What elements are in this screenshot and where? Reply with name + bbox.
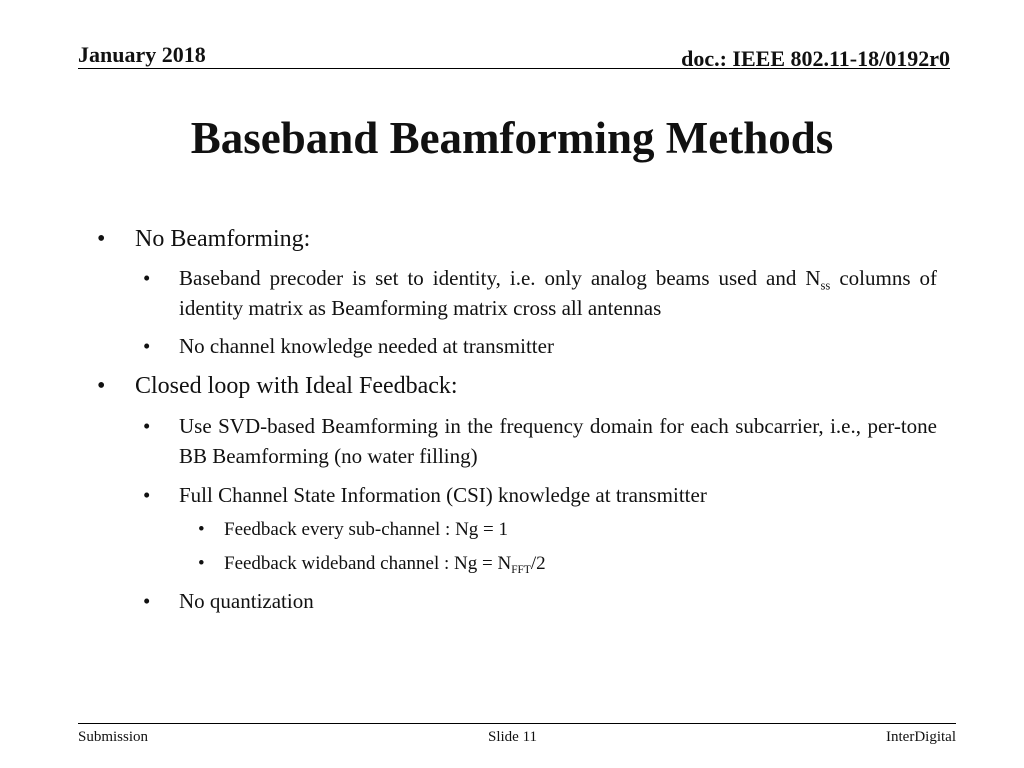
- bullet-marker: •: [143, 266, 151, 290]
- sub-bullet-item: [143, 263, 937, 323]
- sub-bullet-text: Use SVD-based Beamforming in the frequency domain for each subcarrier, i.e., per-tone BB Beamforming (no water filling): [179, 414, 937, 468]
- sub-sub-bullet-text: Feedback every sub-channel : Ng = 1: [224, 519, 509, 540]
- subscript-ss: ss: [820, 278, 831, 293]
- bullet-marker: •: [143, 589, 151, 613]
- sub-bullet-text: No quantization: [179, 589, 314, 613]
- bullet-marker: •: [97, 373, 106, 399]
- header-doc-id: doc.: IEEE 802.11-18/0192r0: [681, 46, 950, 71]
- header-divider: [78, 68, 950, 69]
- bullet-item: [97, 224, 937, 254]
- subscript-fft: FFT: [511, 563, 531, 576]
- header-date: January 2018: [78, 42, 206, 67]
- sub-sub-bullet-item: [198, 551, 898, 577]
- sub-bullet-text: Baseband precoder is set to identity, i.e. only analog beams used and $N_{ss}$ columns of identity matrix as Beamforming matrix cross all antennas: [179, 266, 938, 320]
- bullet-marker: •: [97, 226, 106, 252]
- footer-submission: Submission: [78, 729, 149, 745]
- footer-slide-number: Slide 11: [488, 729, 538, 745]
- sub-bullet-item: [143, 331, 937, 361]
- footer-divider: [78, 723, 956, 724]
- sub-bullet-text: Full Channel State Information (CSI) knowledge at transmitter: [179, 483, 707, 507]
- bullet-marker: •: [198, 553, 205, 574]
- sub-sub-bullet-item: [198, 517, 898, 543]
- bullet-marker: •: [143, 483, 151, 507]
- footer-company: InterDigital: [886, 729, 956, 745]
- sub-bullet-item: [143, 411, 937, 471]
- bullet-item: [97, 371, 937, 401]
- sub-sub-bullet-text: Feedback wideband channel : $Ng = N_{FFT}/2$: [224, 553, 546, 576]
- slide-title: Baseband Beamforming Methods: [190, 113, 834, 163]
- bullet-marker: •: [143, 414, 151, 438]
- sub-bullet-text: No channel knowledge needed at transmitter: [179, 334, 554, 358]
- sub-bullet-item: [143, 480, 937, 510]
- bullet-text: Closed loop with Ideal Feedback:: [135, 373, 458, 399]
- sub-bullet-item: [143, 586, 937, 616]
- bullet-text: No Beamforming:: [135, 226, 311, 252]
- bullet-marker: •: [198, 519, 205, 540]
- bullet-marker: •: [143, 334, 151, 358]
